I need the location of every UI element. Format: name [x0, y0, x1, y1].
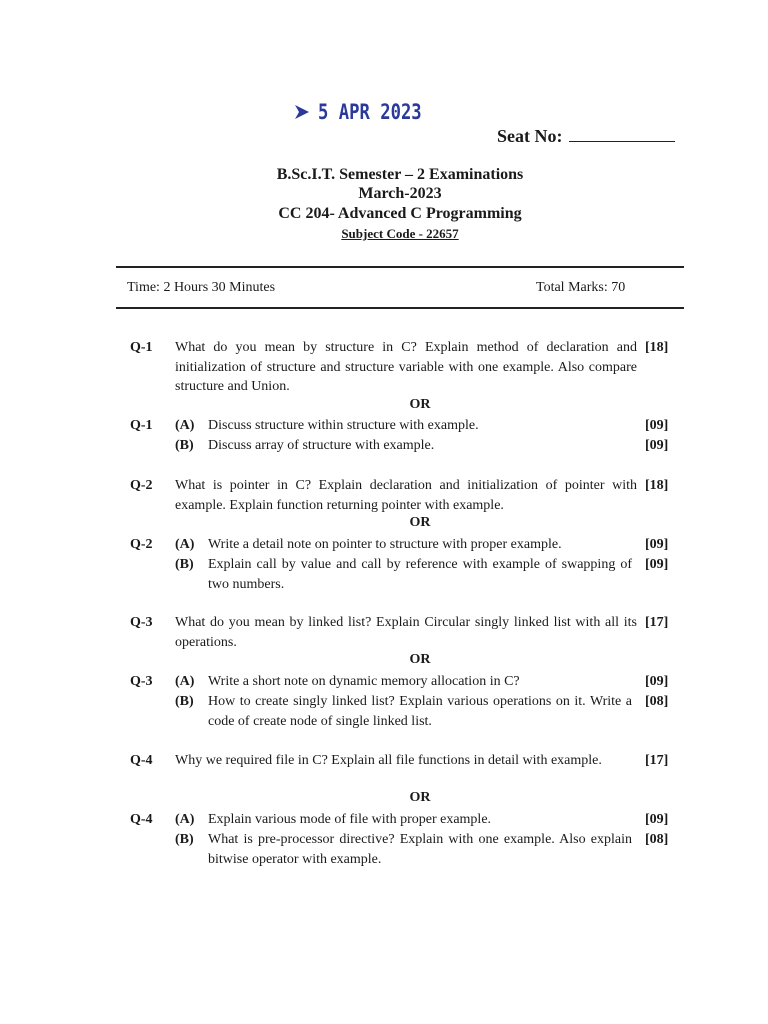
sub-question-text: Write a detail note on pointer to structure with proper example. [208, 537, 562, 552]
question-marks: [17] [645, 753, 669, 768]
total-marks: Total Marks: 70 [536, 280, 626, 295]
sub-question-text: Explain call by value and call by reference with example of swapping of two numbers. [208, 557, 632, 592]
sub-label: (A) [175, 812, 195, 827]
sub-question-marks: [09] [645, 418, 669, 433]
exam-title: B.Sc.I.T. Semester – 2 Examinations [276, 166, 524, 183]
divider-bottom [116, 307, 684, 309]
stamp-mark-icon [294, 104, 310, 120]
sub-label: (B) [175, 832, 194, 847]
seat-number-field [497, 126, 675, 147]
sub-label: (A) [175, 537, 195, 552]
or-separator: OR [409, 397, 431, 412]
or-separator: OR [409, 790, 431, 805]
sub-label: (B) [175, 557, 194, 572]
question-number: Q-3 [130, 674, 153, 689]
sub-question-text: What is pre-processor directive? Explain with one example. Also explain bitwise operator with example. [208, 832, 632, 867]
or-separator: OR [409, 515, 431, 530]
sub-question-marks: [09] [645, 674, 669, 689]
seat-label: Seat No: [497, 126, 563, 146]
sub-question-marks: [08] [645, 832, 669, 847]
sub-label: (B) [175, 438, 194, 453]
question-number: Q-4 [130, 753, 153, 768]
sub-question-text: How to create singly linked list? Explain various operations on it. Write a code of create node of single linked list. [208, 694, 632, 729]
question-text: What is pointer in C? Explain declaration and initialization of pointer with example. Explain function returning pointer with example. [175, 478, 637, 513]
stamp-date: 5 APR 2023 [318, 100, 422, 124]
sub-question-marks: [09] [645, 557, 669, 572]
sub-label: (A) [175, 674, 195, 689]
question-number: Q-4 [130, 812, 153, 827]
exam-time: Time: 2 Hours 30 Minutes [127, 280, 276, 295]
sub-question-marks: [09] [645, 537, 669, 552]
question-number: Q-2 [130, 478, 153, 493]
question-number: Q-3 [130, 615, 153, 630]
sub-question-marks: [09] [645, 438, 669, 453]
question-marks: [18] [645, 478, 669, 493]
question-number: Q-1 [130, 340, 153, 355]
sub-question-text: Explain various mode of file with proper example. [208, 812, 492, 827]
or-separator: OR [409, 652, 431, 667]
sub-question-marks: [08] [645, 694, 669, 709]
question-number: Q-2 [130, 537, 153, 552]
exam-session: March-2023 [358, 185, 442, 202]
sub-question-text: Write a short note on dynamic memory allocation in C? [208, 674, 520, 689]
question-marks: [17] [645, 615, 669, 630]
date-stamp [294, 100, 444, 124]
course-title: CC 204- Advanced C Programming [278, 205, 522, 222]
sub-label: (B) [175, 694, 194, 709]
sub-question-text: Discuss structure within structure with example. [208, 418, 479, 433]
subject-code: Subject Code - 22657 [341, 226, 459, 241]
sub-question-text: Discuss array of structure with example. [208, 438, 435, 453]
question-marks: [18] [645, 340, 669, 355]
seat-blank-line [569, 127, 675, 142]
question-number: Q-1 [130, 418, 153, 433]
sub-label: (A) [175, 418, 195, 433]
question-text: Why we required file in C? Explain all file functions in detail with example. [175, 753, 602, 768]
divider-top [116, 266, 684, 268]
question-text: What do you mean by linked list? Explain Circular singly linked list with all its operations. [175, 615, 637, 650]
sub-question-marks: [09] [645, 812, 669, 827]
question-text: What do you mean by structure in C? Explain method of declaration and initialization of structure and structure variable with one example. Also compare structure and Union. [175, 340, 637, 394]
